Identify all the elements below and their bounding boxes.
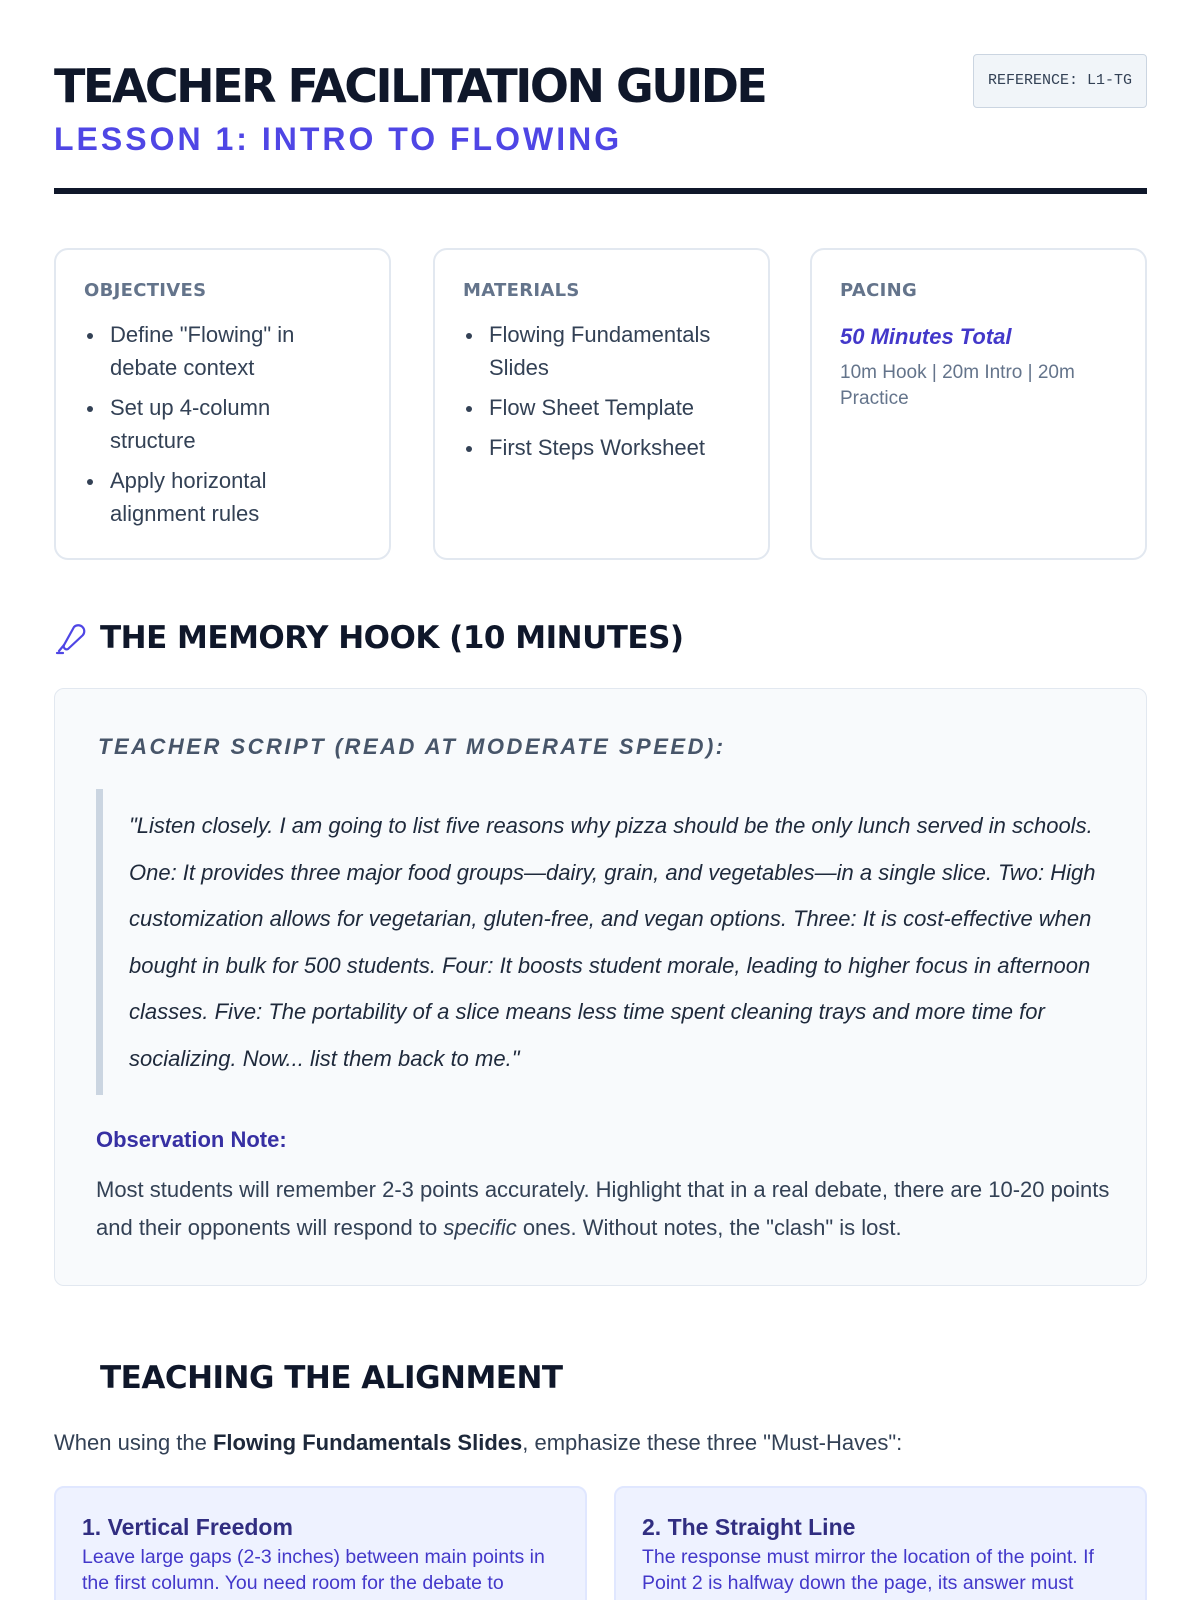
list-item: Apply horizontal alignment rules <box>84 464 361 530</box>
microphone-icon <box>54 622 88 656</box>
objectives-heading: OBJECTIVES <box>84 280 207 301</box>
observation-text: Most students will remember 2-3 points accurately. Highlight that in a real debate, there are 10-20 points and their opponents will respond to <box>96 1177 1110 1240</box>
must-have-body: The response must mirror the location of the point. If Point 2 is halfway down the page, its answer must <box>642 1546 1094 1594</box>
observation-text-end: ones. Without notes, the "clash" is lost. <box>516 1215 902 1240</box>
intro-text-end: , emphasize these three "Must-Haves": <box>522 1430 903 1455</box>
must-have-card <box>54 1486 587 1600</box>
page-header <box>54 58 1147 194</box>
reference-badge: REFERENCE: L1-TG <box>973 54 1147 108</box>
list-item: Define "Flowing" in debate context <box>84 318 361 384</box>
objectives-card <box>54 248 391 560</box>
list-item: Flowing Fundamentals Slides <box>463 318 740 384</box>
must-have-title: 1. Vertical Freedom <box>82 1514 293 1540</box>
must-have-title: 2. The Straight Line <box>642 1514 856 1540</box>
pacing-breakdown: 10m Hook | 20m Intro | 20m Practice <box>840 362 1075 409</box>
must-have-card <box>614 1486 1147 1600</box>
list-item: First Steps Worksheet <box>463 431 740 464</box>
page-title: TEACHER FACILITATION GUIDE <box>54 59 766 113</box>
script-label: TEACHER SCRIPT (READ AT MODERATE SPEED): <box>98 734 726 759</box>
intro-text: When using the <box>54 1430 213 1455</box>
lesson-subtitle: LESSON 1: INTRO TO FLOWING <box>54 121 623 157</box>
observation-label: Observation Note: <box>96 1127 287 1152</box>
alignment-heading: TEACHING THE ALIGNMENT <box>100 1360 563 1396</box>
alignment-intro <box>54 1428 902 1458</box>
observation-emphasis: specific <box>443 1215 517 1240</box>
materials-card <box>433 248 770 560</box>
slides-reference: Flowing Fundamentals Slides <box>212 1430 523 1455</box>
facilitation-guide-page <box>54 0 1147 1600</box>
pacing-card <box>810 248 1147 560</box>
pacing-heading: PACING <box>840 280 918 301</box>
list-item: Flow Sheet Template <box>463 391 740 424</box>
overview-cards <box>54 248 1147 560</box>
list-item: Set up 4-column structure <box>84 391 361 457</box>
materials-heading: MATERIALS <box>463 280 580 301</box>
memory-hook-heading: THE MEMORY HOOK (10 MINUTES) <box>100 620 684 656</box>
memory-hook-panel <box>54 688 1147 1286</box>
teacher-script-quote: "Listen closely. I am going to list five reasons why pizza should be the only lunch served in schools. One: It provides three major food groups—dairy, grain, and vegetables—in a single slice. Two: High customization allows for vegetarian, gluten-free, and vegan options. Three: It is cost-effective when bought in bulk for 500 students. Four: It boosts student morale, leading to higher focus in afternoon classes. Five: The portability of a slice means less time spent cleaning trays and more time for socializing. Now... list them back to me." <box>96 789 1106 1095</box>
objectives-list <box>84 318 361 530</box>
pacing-total: 50 Minutes Total <box>840 324 1012 349</box>
must-have-body: Leave large gaps (2-3 inches) between main points in the first column. You need room for the debate to <box>82 1546 545 1594</box>
observation-note <box>96 1171 1116 1247</box>
materials-list <box>463 318 740 464</box>
